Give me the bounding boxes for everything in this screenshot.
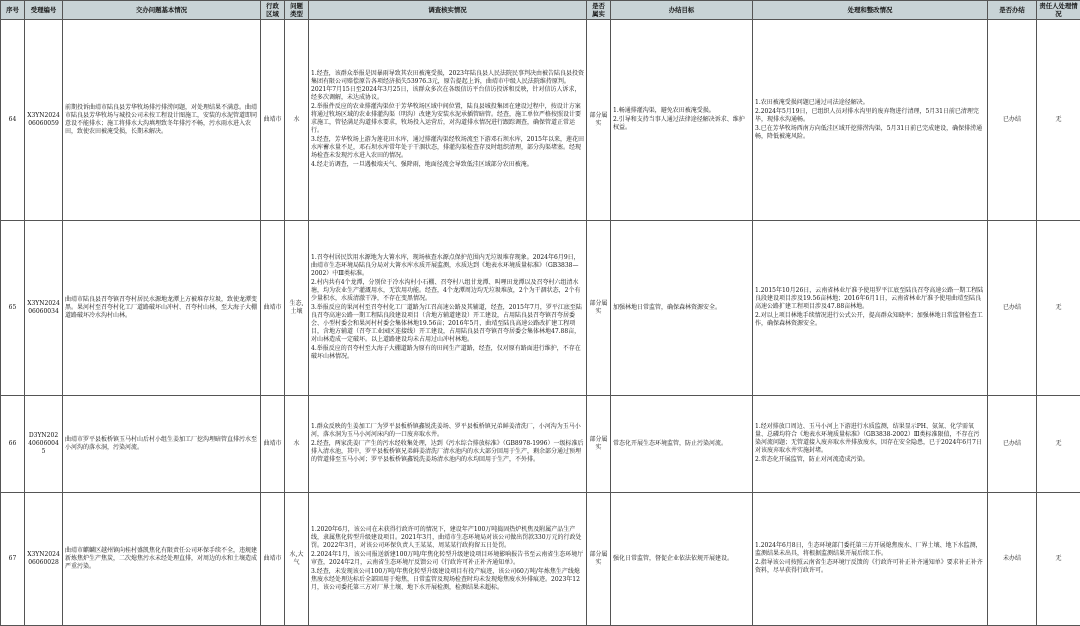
- header-summary: 交办问题基本情况: [63, 1, 261, 20]
- header-verified: 是否属实: [587, 1, 611, 20]
- header-accountability: 责任人处理情况: [1037, 1, 1080, 20]
- row-handling: [753, 20, 988, 221]
- header-investigation: 调查核实情况: [309, 1, 587, 20]
- investigation-paragraph: 2.村内共有4个龙潭，分别位于冷水沟村小石棚、召夸村八组甘龙潭、叫哩田龙潭以及召夸村六组清水塘，均为农业生产灌溉用水，无饮用功能。经查，4个龙潭周边均无垃圾堆放，2个为干涸状态，2个有少量积水，水质清澈干净，不存在变黑情况。: [311, 279, 584, 303]
- row-type: 生态,土壤: [285, 221, 309, 396]
- row-closed: 已办结: [988, 221, 1037, 396]
- row-closed: 已办结: [988, 396, 1037, 493]
- row-closed: 未办结: [988, 493, 1037, 626]
- target-paragraph: 加强林地日常监管，确保森林资源安全。: [613, 304, 750, 312]
- row-type: 水: [285, 20, 309, 221]
- investigation-paragraph: 4.举报反应的召夸村至大海子大棚道路为原有的田间生产道路，经查，仅对原有路面进行维护，不存在破坏山林情况。: [311, 345, 584, 361]
- handling-paragraph: 3.已在芳华牧场西南方向低洼区域开挖排涝沟渠，5月31日前已完成建设，确保排涝通畅，降低被淹风险。: [755, 125, 985, 141]
- handling-paragraph: 2.对以上项目林地手续情况进行公式公开，提高群众知晓率；加强林地日常监督检查工作，确保森林资源安全。: [755, 312, 985, 328]
- table-row: [1, 20, 1080, 221]
- header-type: 问题类型: [285, 1, 309, 20]
- row-closed: 已办结: [988, 20, 1037, 221]
- row-accountability: 无: [1037, 396, 1080, 493]
- table-row: [1, 221, 1080, 396]
- row-handling: [753, 221, 988, 396]
- row-type: 水,大气: [285, 493, 309, 626]
- header-handling: 处理和整改情况: [753, 1, 988, 20]
- row-id: X3YN202406060059: [25, 20, 63, 221]
- header-seq: 序号: [1, 1, 25, 20]
- handling-paragraph: 1.2015年10月26日，云南省林业厅准予使用罗平江底至陆良召夸高速公路一期工程陆良段建设项目涉及19.56亩林地；2016年6月1日，云南省林业厅准予使用曲靖至陆良高速公路扩建工程项目涉及47.88亩林地。: [755, 287, 985, 311]
- row-verified: 部分属实: [587, 221, 611, 396]
- row-investigation: [309, 221, 587, 396]
- row-summary: 曲靖市麒麟区越州镇向桂村盛凯焦化有限责任公司环保手续不全，违规建新炼焦炉生产焦炭，二次熄焦污水未经处理直排，对周边的水和土壤造成严重污染。: [63, 493, 261, 626]
- row-seq: 65: [1, 221, 25, 396]
- investigation-paragraph: 1.2020年6月，该公司在未获得行政许可的情况下，建设年产100万吨捣固热炉机焦及附属产品生产线，隶属焦化转型升级建设项目。2021年3月，曲靖市生态环境局对该公司做出罚款330万元的行政处罚。2022年3月，对该公司环保负责人王某某、周某某行政拘留五日处罚。: [311, 526, 584, 550]
- row-region: 曲靖市: [261, 20, 285, 221]
- handling-paragraph: 1.经对排放口周边、玉马小河上下游进行水质监测，结果显示PH、氨氮、化学需氧量、总磷均符合《地表水环境质量标准》（GB3838-2002）Ⅲ类标准限值，不存在污染河流问题；无管道接入废弃取水井排放废水，因存在安全隐患，已于2024年6月7日对该废弃取水井实施封堵。: [755, 423, 985, 455]
- handling-paragraph: 2.指导该公司按照云南省生态环境厅反馈的《行政许可补正补齐通知单》要求补正补齐资料，尽早获得行政许可。: [755, 559, 985, 575]
- row-target: [611, 221, 753, 396]
- target-paragraph: 1.畅通排灌沟渠，避免农田被淹受损。: [613, 107, 750, 115]
- header-region: 行政区域: [261, 1, 285, 20]
- header-closed: 是否办结: [988, 1, 1037, 20]
- target-paragraph: 强化日常监管，督促企业依法依规开展建设。: [613, 555, 750, 563]
- row-summary: 前期投诉曲靖市陆良县芳华牧场排污排涝问题，对处理结果不满意。曲靖市陆良县芳华牧场与城投公司未按工程设计图施工，安装的水泥管道即同意设不能排水；施工将排水大沟填埋致冬年排污不畅，污水雨水进入农田，致使农田被淹受损，长期未解决。: [63, 20, 261, 221]
- row-accountability: 无: [1037, 221, 1080, 396]
- row-summary: 曲靖市陆良县召夸镇召夸村居民水源地龙潭上方被堆存垃圾，致使龙潭变黑。果河村至召夸村化工厂道路破坏山冲村、召夸村山林，至大海子大棚道路破坏冷水沟村山林。: [63, 221, 261, 396]
- target-paragraph: 2.引导和支持当事人通过法律途径解决诉求、维护权益。: [613, 116, 750, 132]
- investigation-paragraph: 1.群众反映的生姜加工厂为罗平县板桥镇鑫锐洗姜场、罗平县板桥镇兄弟鲜姜清洗厂，小河沟为玉马小河，落水洞为玉马小河河床内的一口废弃取水井。: [311, 423, 584, 439]
- investigation-paragraph: 4.经走访调查，一旦遇极端天气、强降雨，地面径流会导致低洼区域部分农田被淹。: [311, 161, 584, 169]
- handling-paragraph: 2.2024年5月19日，已组织人员对排水沟里的废弃物进行清理，5月31日前已清理完毕，现排水沟通畅。: [755, 108, 985, 124]
- investigation-paragraph: 1.召夸村居民饮用水源地为大箐水库，现场核查水源点保护范围内无垃圾堆存现象。2024年6月9日，曲靖市生态环境局陆良分局对大箐水库水质开展监测，水质达到《地表水环境质量标准》（GB3838—2002）中Ⅲ类标准。: [311, 254, 584, 278]
- row-region: 曲靖市: [261, 221, 285, 396]
- row-type: 水: [285, 396, 309, 493]
- row-verified: 部分属实: [587, 396, 611, 493]
- row-handling: [753, 493, 988, 626]
- table-row: [1, 493, 1080, 626]
- header-id: 受理编号: [25, 1, 63, 20]
- investigation-paragraph: 2.2024年1月，该公司报送新建100万吨/年焦化转型升级建设项目环境影响报告书至云南省生态环境厅审查，2024年2月，云南省生态环境厅反馈公司《行政许可补正补齐通知单》。: [311, 551, 584, 567]
- handling-paragraph: 2.常态化开展监管，防止对河流造成污染。: [755, 456, 985, 464]
- row-investigation: [309, 20, 587, 221]
- investigation-paragraph: 1.经查，该群众举报是因暴雨导致其农田被淹受损，2023年陆良县人民法院民事判决由被告陆良县投资集团有限公司赔偿原告各项经济损失53976.3元，原告提起上诉，曲靖市中级人民法院维持原判。2021年7月15日至2024年3月25日，该群众多次在各级信访平台信访投诉和反映，针对信访人诉求，经多次调解，未达成协议。: [311, 70, 584, 102]
- row-summary: 曲靖市罗平县板桥镇玉马村山后村小组生姜加工厂挖沟埋暗管直排污水至小河沟的落水洞，污染河流。: [63, 396, 261, 493]
- row-accountability: 无: [1037, 20, 1080, 221]
- row-seq: 64: [1, 20, 25, 221]
- row-seq: 66: [1, 396, 25, 493]
- row-seq: 67: [1, 493, 25, 626]
- row-id: X3YN202406060028: [25, 493, 63, 626]
- header-target: 办结目标: [611, 1, 753, 20]
- investigation-paragraph: 3.举报反应的果河村至召夸村化工厂道路为江召高速公路及其辅道，经查，2015年7月，罗平江底至陆良召夸高速公路一期工程陆良段建设项目（含地方辅道建设）开工建设，占用陆良县召夸镇召夸居委会、小型村委会和果河村村委会集体林地19.56亩；2016年5月，曲靖至陆良高速公路改扩建工程项目，含地方辅道（召夸工业园区连接线）开工建设，占用陆良县召夸镇召夸居委会集体林地47.88亩，对山林造成一定破坏。以上道路建设均未占用过山冲村林地。: [311, 304, 584, 344]
- row-accountability: 无: [1037, 493, 1080, 626]
- investigation-paragraph: 2.举报件反应的农业排灌沟渠位于芳华牧场区域中间位置，陆良县城投集团在建设过程中，按设计方案将通过牧场区域的农业排灌沟渠（明沟）改建为安装水泥承插管暗管。经查，施工单位严格按照设计要求施工，管径满足沟道排水要求，牧场投入运营后，对沟道排水情况进行跟踪调查，确保管道正常运行。: [311, 103, 584, 135]
- row-investigation: [309, 493, 587, 626]
- row-handling: [753, 396, 988, 493]
- row-id: X3YN202406060034: [25, 221, 63, 396]
- row-id: D3YN202406060045: [25, 396, 63, 493]
- row-target: [611, 396, 753, 493]
- row-verified: 部分属实: [587, 20, 611, 221]
- row-verified: 部分属实: [587, 493, 611, 626]
- investigation-paragraph: 3.经查，未发现该公司100万吨/年焦化转型升级建设项目有投产痕迹，该公司60万吨/年炼焦生产线熄焦废水经处理达标后全部回用于熄焦，日常监管及现场检查时均未发现熄焦废水外排痕迹。2023年12月，该公司委托第三方对厂界土壤、地下水开展检测，检测结果未超标。: [311, 568, 584, 592]
- table-row: [1, 396, 1080, 493]
- row-investigation: [309, 396, 587, 493]
- row-region: 曲靖市: [261, 493, 285, 626]
- handling-paragraph: 1.2024年6月8日，生态环境部门委托第三方开展熄焦废水、厂界土壤、地下水监测，监测结果未出具，将根据监测结果开展后续工作。: [755, 542, 985, 558]
- row-target: [611, 20, 753, 221]
- row-target: [611, 493, 753, 626]
- target-paragraph: 常态化开展生态环境监管，防止污染河流。: [613, 440, 750, 448]
- handling-paragraph: 1.农田被淹受损问题已通过司法途径解决。: [755, 99, 985, 107]
- investigation-paragraph: 2.经查，两家洗姜厂产生的污水经收集处理，达到《污水综合排放标准》（GB8978-1996）一级标准后排入清水池，其中，罗平县板桥镇兄弟鲜姜清洗厂清水池内的水大部分回用于生产，剩余部分通过预埋的管道排至玉马小河；罗平县板桥镇鑫锐洗姜场清水池内的水均回用于生产，不外排。: [311, 440, 584, 464]
- investigation-paragraph: 3.经查，芳华牧场上游为莲花田水库，通过排灌沟渠经牧场流至下游邓石坝水库，2015年以来，莲花田水库蓄水量不足，邓石坝水库常年处于干涸状态，排灌沟渠检查存及时组织清理，部分沟渠堵塞。经现场检查未发现污水进入农田的情况。: [311, 136, 584, 160]
- row-region: 曲靖市: [261, 396, 285, 493]
- table-header-row: [1, 1, 1080, 20]
